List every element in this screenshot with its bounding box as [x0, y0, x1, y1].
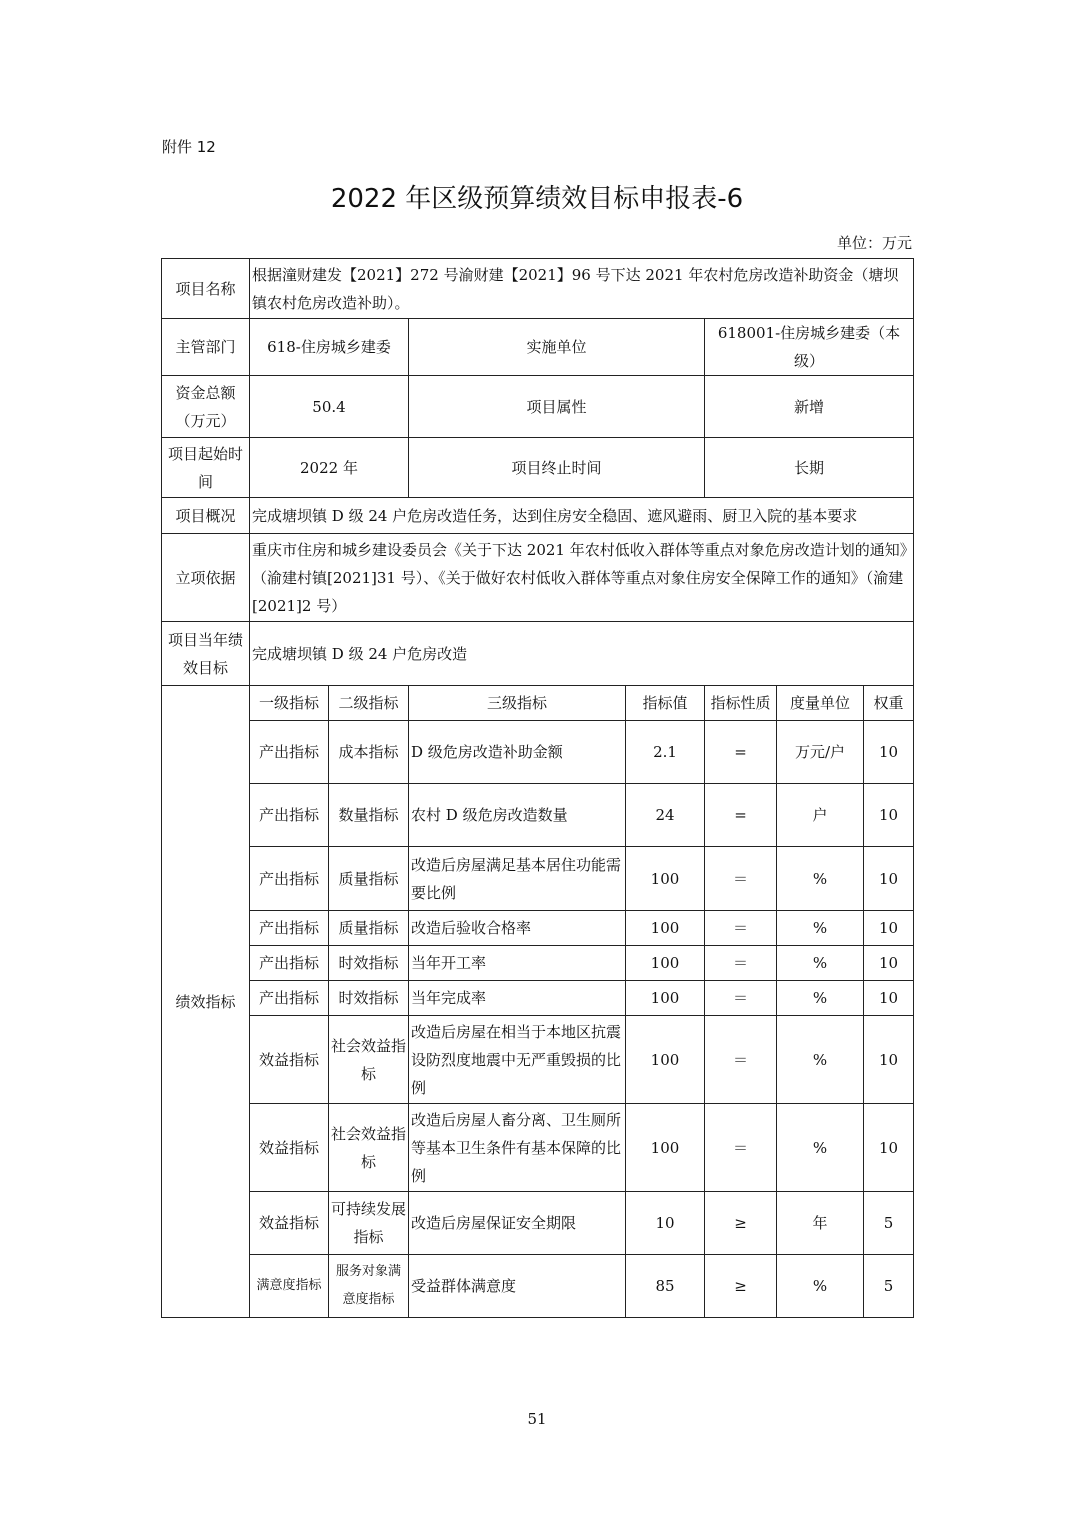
value-cell: 100 [626, 911, 705, 946]
level2-cell: 服务对象满意度指标 [329, 1255, 409, 1318]
nature-cell: = [705, 784, 777, 847]
weight-cell: 10 [864, 911, 914, 946]
table-row [162, 784, 914, 847]
indicators-label: 绩效指标 [162, 686, 250, 1318]
table-row [162, 981, 914, 1016]
nature-cell: ＝ [705, 1016, 777, 1104]
header-level2: 二级指标 [329, 686, 409, 721]
nature-cell: = [705, 721, 777, 784]
header-unit: 度量单位 [777, 686, 864, 721]
impl-unit-value: 618001-住房城乡建委（本级） [705, 319, 914, 376]
dept-value: 618-住房城乡建委 [250, 319, 409, 376]
project-name-value: 根据潼财建发【2021】272 号渝财建【2021】96 号下达 2021 年农村危房改造补助资金（塘坝镇农村危房改造补助）。 [250, 259, 914, 319]
level3-cell: 农村 D 级危房改造数量 [409, 784, 626, 847]
level3-cell: 改造后房屋满足基本居住功能需要比例 [409, 847, 626, 911]
unit-cell: % [777, 1016, 864, 1104]
level3-cell: 改造后房屋人畜分离、卫生厕所等基本卫生条件有基本保障的比例 [409, 1104, 626, 1192]
level1-cell: 效益指标 [250, 1016, 329, 1104]
attr-label: 项目属性 [409, 376, 705, 438]
dept-label: 主管部门 [162, 319, 250, 376]
weight-cell: 5 [864, 1192, 914, 1255]
overview-value: 完成塘坝镇 D 级 24 户危房改造任务，达到住房安全稳固、遮风避雨、厨卫入院的基本要求 [250, 498, 914, 534]
unit-cell: % [777, 1104, 864, 1192]
nature-cell: ＝ [705, 1104, 777, 1192]
annual-goal-value: 完成塘坝镇 D 级 24 户危房改造 [250, 622, 914, 686]
page-number: 51 [527, 1410, 547, 1428]
header-nature: 指标性质 [705, 686, 777, 721]
weight-cell: 10 [864, 721, 914, 784]
header-weight: 权重 [864, 686, 914, 721]
attachment-label: 附件 12 [162, 138, 216, 156]
basis-value: 重庆市住房和城乡建设委员会《关于下达 2021 年农村低收入群体等重点对象危房改造计划的通知》（渝建村镇[2021]31 号）、《关于做好农村低收入群体等重点对象住房安全保障工作的通知》（渝建[2021]2 号） [250, 534, 914, 622]
start-time-label: 项目起始时间 [162, 438, 250, 498]
table-row [162, 721, 914, 784]
value-cell: 100 [626, 847, 705, 911]
value-cell: 85 [626, 1255, 705, 1318]
level2-cell: 社会效益指标 [329, 1104, 409, 1192]
table-row [162, 1255, 914, 1318]
table-row [162, 1192, 914, 1255]
level3-cell: 改造后房屋保证安全期限 [409, 1192, 626, 1255]
level2-cell: 社会效益指标 [329, 1016, 409, 1104]
header-level3: 三级指标 [409, 686, 626, 721]
value-cell: 100 [626, 1104, 705, 1192]
level1-cell: 产出指标 [250, 721, 329, 784]
value-cell: 100 [626, 946, 705, 981]
unit-label: 单位：万元 [836, 234, 912, 252]
weight-cell: 5 [864, 1255, 914, 1318]
weight-cell: 10 [864, 981, 914, 1016]
impl-unit-label: 实施单位 [409, 319, 705, 376]
level3-cell: 改造后房屋在相当于本地区抗震设防烈度地震中无严重毁损的比例 [409, 1016, 626, 1104]
level1-cell: 产出指标 [250, 981, 329, 1016]
project-name-label: 项目名称 [162, 259, 250, 319]
level3-cell: 改造后验收合格率 [409, 911, 626, 946]
value-cell: 100 [626, 1016, 705, 1104]
nature-cell: ＝ [705, 911, 777, 946]
value-cell: 24 [626, 784, 705, 847]
fund-total-label: 资金总额（万元） [162, 376, 250, 438]
value-cell: 10 [626, 1192, 705, 1255]
unit-cell: 万元/户 [777, 721, 864, 784]
level1-cell: 满意度指标 [250, 1255, 329, 1318]
level2-cell: 质量指标 [329, 911, 409, 946]
table-row [162, 1016, 914, 1104]
table-row [162, 847, 914, 911]
fund-total-value: 50.4 [250, 376, 409, 438]
level2-cell: 数量指标 [329, 784, 409, 847]
table-row [162, 911, 914, 946]
nature-cell: ＝ [705, 946, 777, 981]
unit-cell: 年 [777, 1192, 864, 1255]
nature-cell: ≥ [705, 1192, 777, 1255]
weight-cell: 10 [864, 946, 914, 981]
value-cell: 2.1 [626, 721, 705, 784]
level1-cell: 产出指标 [250, 847, 329, 911]
level3-cell: 当年完成率 [409, 981, 626, 1016]
level2-cell: 成本指标 [329, 721, 409, 784]
weight-cell: 10 [864, 847, 914, 911]
level3-cell: 当年开工率 [409, 946, 626, 981]
end-time-value: 长期 [705, 438, 914, 498]
basis-label: 立项依据 [162, 534, 250, 622]
annual-goal-label: 项目当年绩效目标 [162, 622, 250, 686]
level2-cell: 质量指标 [329, 847, 409, 911]
value-cell: 100 [626, 981, 705, 1016]
unit-cell: % [777, 946, 864, 981]
weight-cell: 10 [864, 1016, 914, 1104]
nature-cell: ＝ [705, 847, 777, 911]
level2-cell: 时效指标 [329, 946, 409, 981]
level3-cell: D 级危房改造补助金额 [409, 721, 626, 784]
unit-cell: % [777, 847, 864, 911]
unit-cell: 户 [777, 784, 864, 847]
level1-cell: 效益指标 [250, 1192, 329, 1255]
level2-cell: 可持续发展指标 [329, 1192, 409, 1255]
level1-cell: 效益指标 [250, 1104, 329, 1192]
attr-value: 新增 [705, 376, 914, 438]
overview-label: 项目概况 [162, 498, 250, 534]
table-row [162, 1104, 914, 1192]
level3-cell: 受益群体满意度 [409, 1255, 626, 1318]
unit-cell: % [777, 1255, 864, 1318]
page-title: 2022 年区级预算绩效目标申报表-6 [330, 184, 744, 214]
nature-cell: ≥ [705, 1255, 777, 1318]
header-level1: 一级指标 [250, 686, 329, 721]
level1-cell: 产出指标 [250, 946, 329, 981]
level2-cell: 时效指标 [329, 981, 409, 1016]
weight-cell: 10 [864, 1104, 914, 1192]
start-time-value: 2022 年 [250, 438, 409, 498]
performance-target-table [161, 258, 914, 1318]
unit-cell: % [777, 911, 864, 946]
end-time-label: 项目终止时间 [409, 438, 705, 498]
nature-cell: ＝ [705, 981, 777, 1016]
level1-cell: 产出指标 [250, 784, 329, 847]
header-value: 指标值 [626, 686, 705, 721]
weight-cell: 10 [864, 784, 914, 847]
table-row [162, 946, 914, 981]
level1-cell: 产出指标 [250, 911, 329, 946]
unit-cell: % [777, 981, 864, 1016]
